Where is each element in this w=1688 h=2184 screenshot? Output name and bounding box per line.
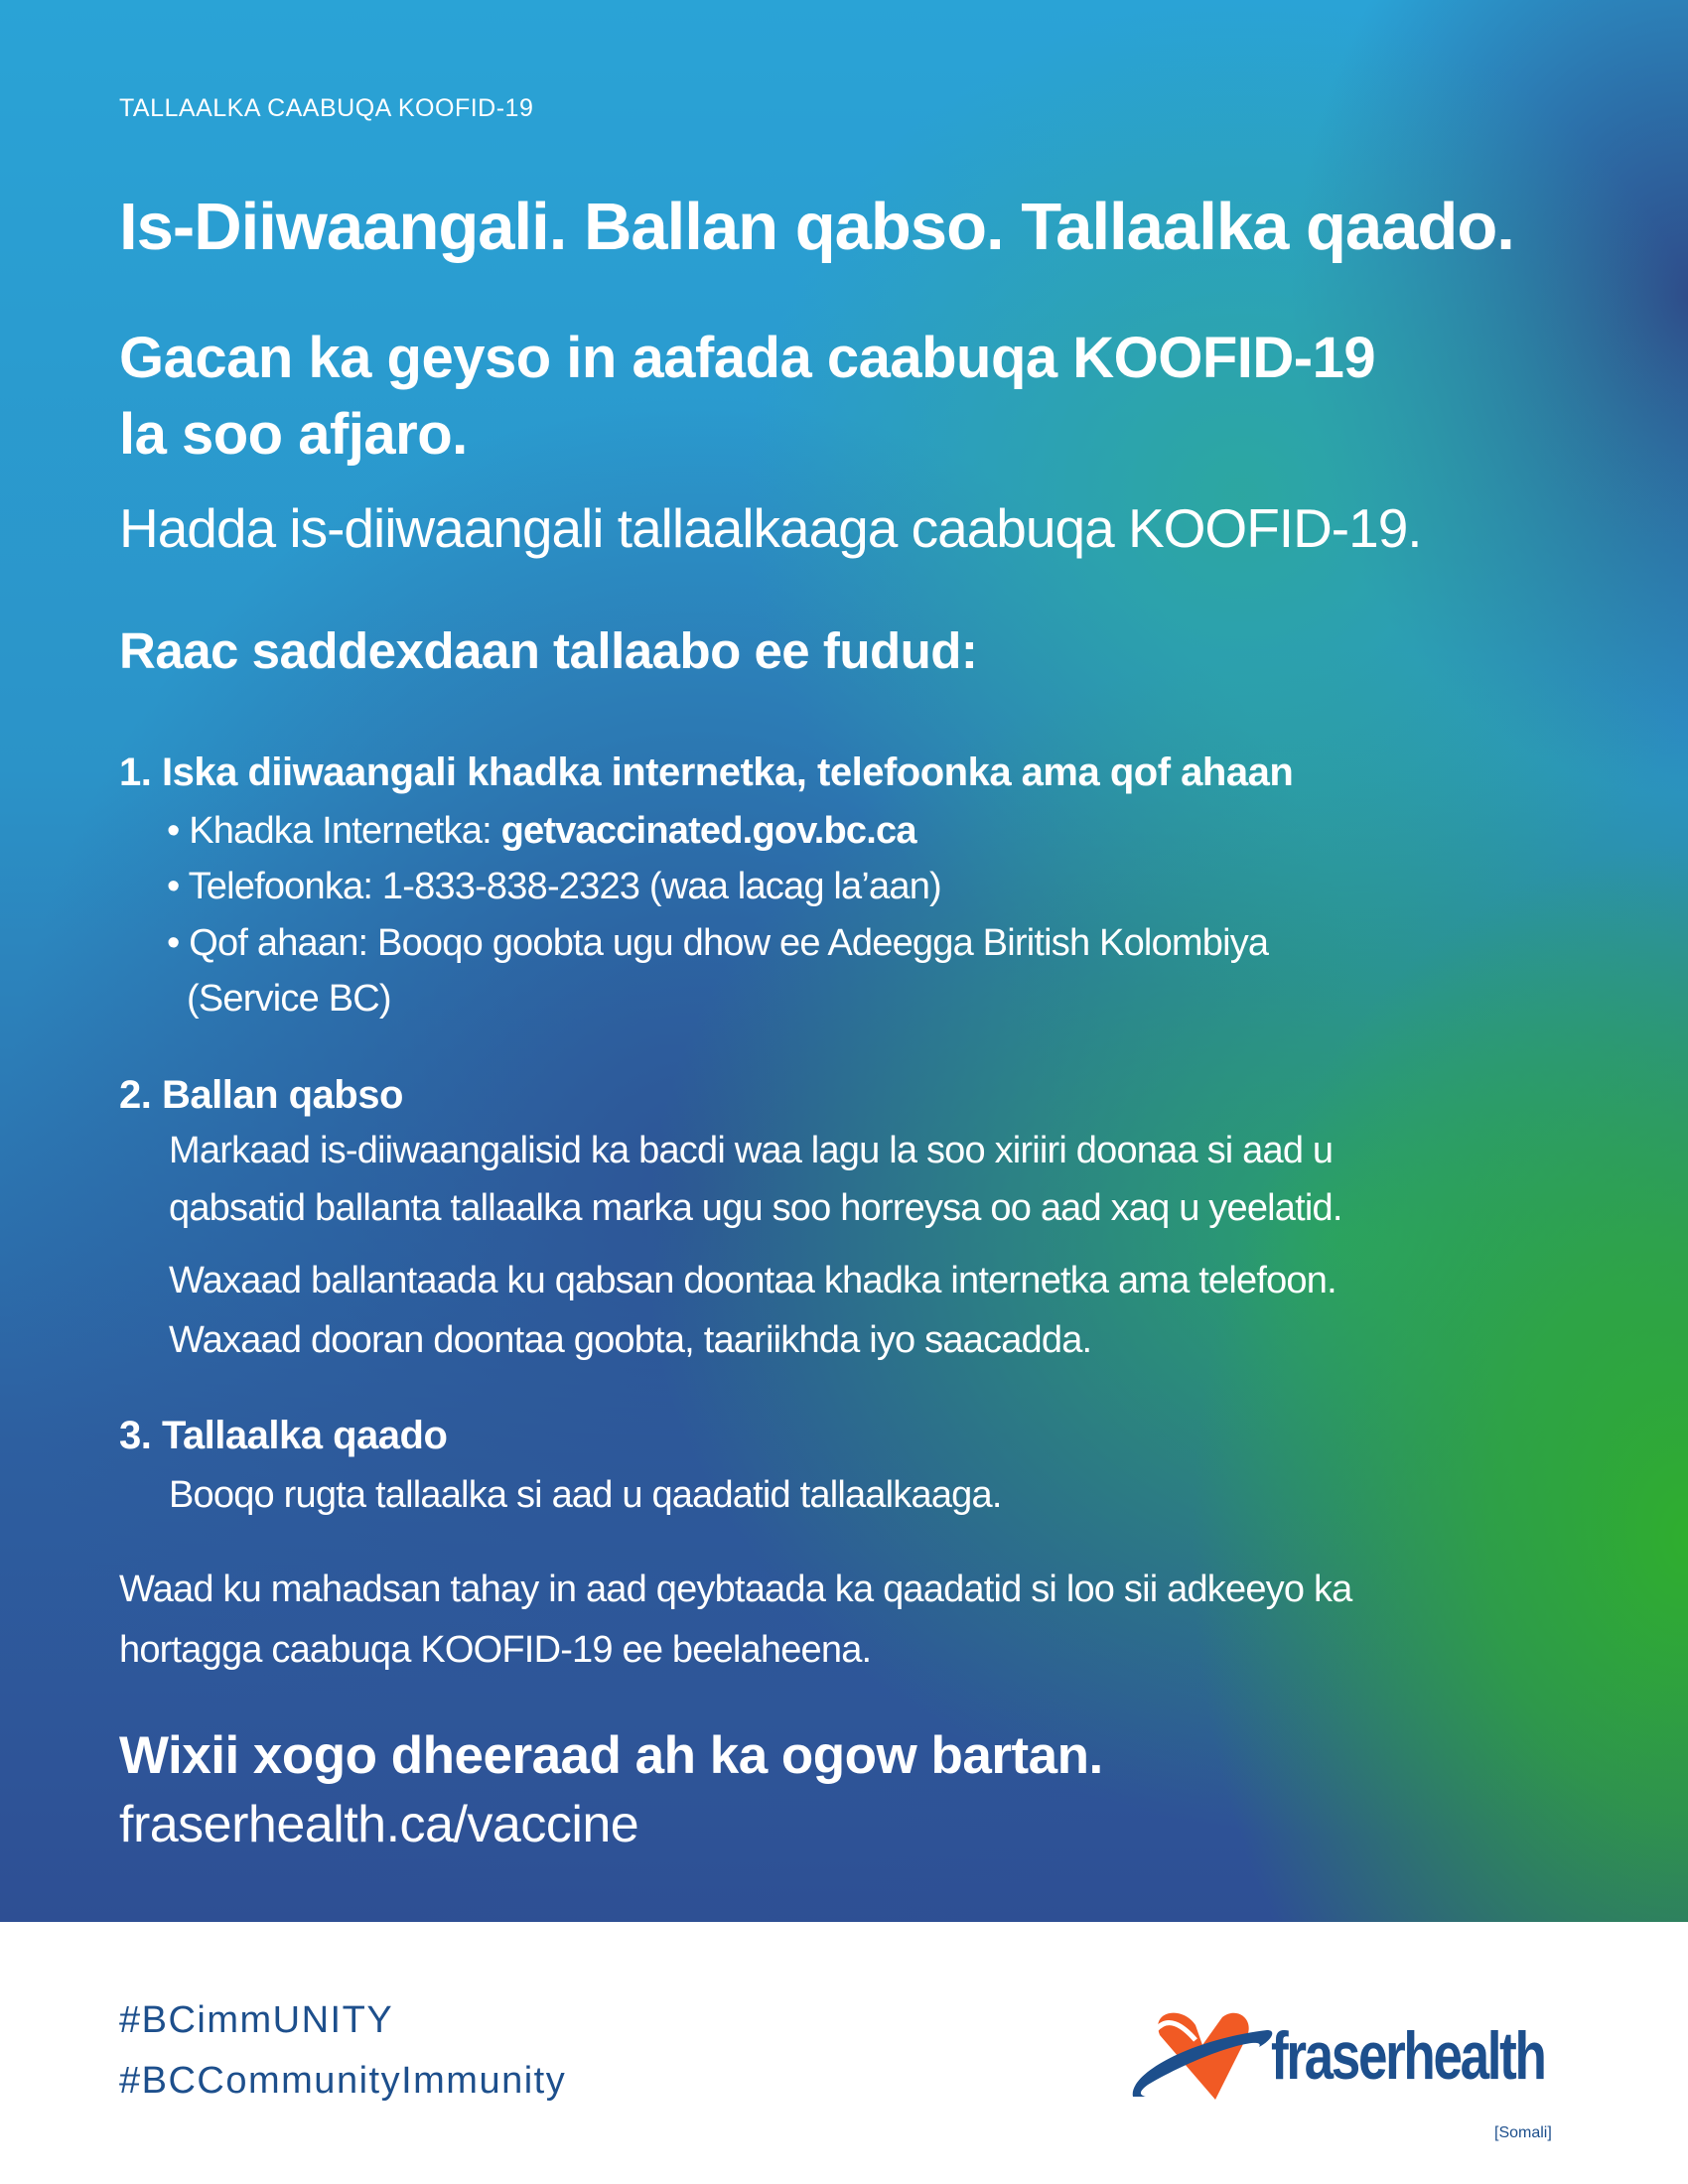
logo-text: fraserhealth [1271, 2018, 1545, 2094]
step2-text: Waxaad ballantaada ku qabsan doontaa khadka internetka ama telefoon. [169, 1260, 1336, 1301]
step1-bullet: • Telefoonka: 1-833-838-2323 (waa lacag la’aan) [167, 866, 941, 907]
closing-text: hortagga caabuqa KOOFID-19 ee beelaheena. [119, 1629, 872, 1671]
more-info-link[interactable]: fraserhealth.ca/vaccine [119, 1796, 639, 1853]
more-info-heading: Wixii xogo dheeraad ah ka ogow bartan. [119, 1726, 1103, 1785]
step3-heading: 3. Tallaalka qaado [119, 1414, 448, 1457]
bullet-label: • Khadka Internetka: [167, 810, 501, 852]
website-link[interactable]: getvaccinated.gov.bc.ca [500, 810, 916, 852]
step1-bullet-cont: (Service BC) [187, 978, 391, 1020]
step1-bullet: • Qof ahaan: Booqo goobta ugu dhow ee Adeegga Biritish Kolombiya [167, 922, 1269, 964]
page-title: Is-Diiwaangali. Ballan qabso. Tallaalka qaado. [119, 190, 1514, 264]
kicker: TALLAALKA CAABUQA KOOFID-19 [119, 94, 534, 122]
step1-bullet [167, 802, 916, 860]
step2-text: Markaad is-diiwaangalisid ka bacdi waa lagu la soo xiriiri doonaa si aad u [169, 1130, 1334, 1171]
subtitle-line: Gacan ka geyso in aafada caabuqa KOOFID-19 [119, 326, 1376, 390]
closing-text: Waad ku mahadsan tahay in aad qeybtaada ka qaadatid si loo sii adkeeyo ka [119, 1569, 1352, 1610]
hashtag: #BCCommunityImmunity [119, 2060, 567, 2102]
step2-text: Waxaad dooran doontaa goobta, taariikhda iyo saacadda. [169, 1319, 1092, 1361]
steps-heading: Raac saddexdaan tallaabo ee fudud: [119, 622, 978, 679]
step2-text: qabsatid ballanta tallaalka marka ugu soo horreysa oo aad xaq u yeelatid. [169, 1187, 1342, 1229]
step3-text: Booqo rugta tallaalka si aad u qaadatid tallaalkaaga. [169, 1474, 1002, 1516]
language-tag: [Somali] [1494, 2124, 1552, 2141]
step1-heading: 1. Iska diiwaangali khadka internetka, telefoonka ama qof ahaan [119, 751, 1294, 794]
subtitle-line: la soo afjaro. [119, 402, 468, 467]
hashtag: #BCimmUNITY [119, 1999, 394, 2041]
step2-heading: 2. Ballan qabso [119, 1073, 403, 1117]
subtitle [119, 320, 1375, 473]
lead-text: Hadda is-diiwaangali tallaalkaaga caabuqa KOOFID-19. [119, 497, 1422, 559]
